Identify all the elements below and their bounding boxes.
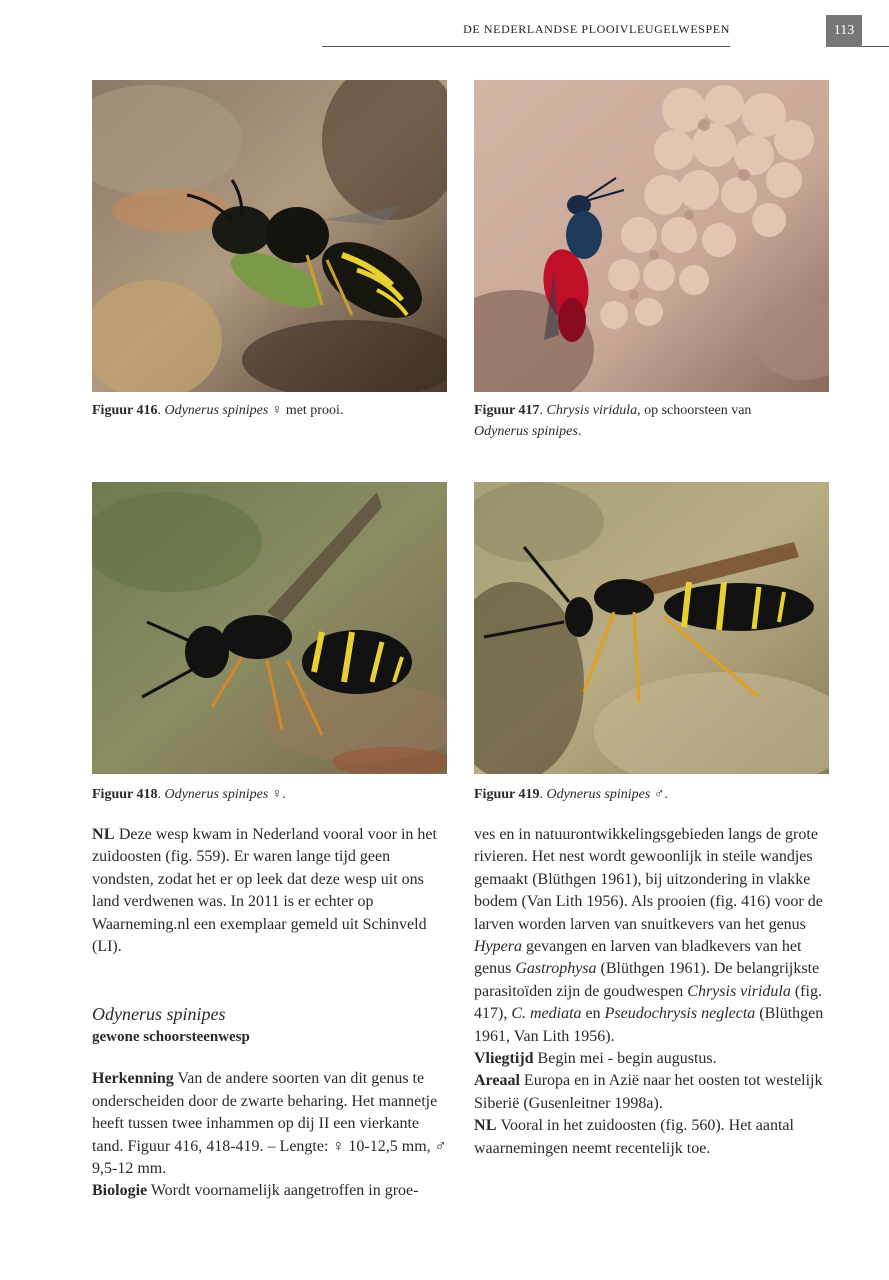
header-rule xyxy=(322,46,730,47)
paragraph-biologie: Biologie Wordt voornamelijk aangetroffen in groe- xyxy=(92,1182,419,1200)
left-text-column xyxy=(92,824,447,1203)
paragraph-herkenning: Herkenning Van de andere soorten van dit genus te onderscheiden door de zwarte beharing. Het mannetje heeft tussen twee inhammen op dij II een vierkante tand. Figuur 416, 418-419. – Lengte: ♀ 10-12,5 mm, ♂ 9,5-12 mm. xyxy=(92,1070,447,1178)
paragraph-vliegtijd: Vliegtijd Begin mei - begin augustus. xyxy=(474,1050,717,1068)
species-heading: Odynerus spinipes xyxy=(92,1004,226,1025)
caption-figure-417: Figuur 417. Chrysis viridula, op schoorsteen van Odynerus spinipes. xyxy=(474,403,752,439)
common-name: gewone schoorsteenwesp xyxy=(92,1029,250,1046)
page-number: 113 xyxy=(826,15,862,47)
caption-figure-418: Figuur 418. Odynerus spinipes ♀. xyxy=(92,787,286,802)
paragraph-areaal: Areaal Europa en in Azië naar het oosten tot westelijk Siberië (Gusenleitner 1998a). xyxy=(474,1072,823,1112)
photo-wasp-with-prey xyxy=(92,80,447,392)
paragraph-nl-recent: NL Vooral in het zuidoosten (fig. 560). Het aantal waarnemingen neemt recentelijk toe. xyxy=(474,1117,794,1157)
photo-male-wasp xyxy=(474,482,829,774)
right-text-column xyxy=(474,824,829,1160)
paragraph-nl-distribution: NL Deze wesp kwam in Nederland vooral voor in het zuidoosten (fig. 559). Er waren lange tijd geen vondsten, zodat het er op leek dat deze wesp uit ons land verdwenen was. In 2011 is er echter op Waarneming.nl een exemplaar gemeld uit Schinveld (LI). xyxy=(92,826,437,956)
caption-figure-419: Figuur 419. Odynerus spinipes ♂. xyxy=(474,787,668,802)
photo-cuckoo-wasp-on-chimney xyxy=(474,80,829,392)
caption-figure-416: Figuur 416. Odynerus spinipes ♀ met prooi. xyxy=(92,403,344,418)
running-header: DE NEDERLANDSE PLOOIVLEUGELWESPEN xyxy=(463,22,730,36)
header-rule-edge xyxy=(862,46,889,47)
paragraph-biologie-continued: ves en in natuurontwikkelingsgebieden langs de grote rivieren. Het nest wordt gewoonlijk in steile wandjes gemaakt (Blüthgen 1961), bij uitzondering in vlakke bodem (Van Lith 1956). Als prooien (fig. 416) voor de larven worden larven van snuitkevers van het genus Hypera gevangen en larven van bladkevers van het genus Gastrophysa (Blüthgen 1961). De belangrijkste parasitoïden zijn de goudwespen Chrysis viridula (fig. 417), C. mediata en Pseudochrysis neglecta (Blüthgen 1961, Van Lith 1956). xyxy=(474,826,824,1045)
photo-female-wasp xyxy=(92,482,447,774)
